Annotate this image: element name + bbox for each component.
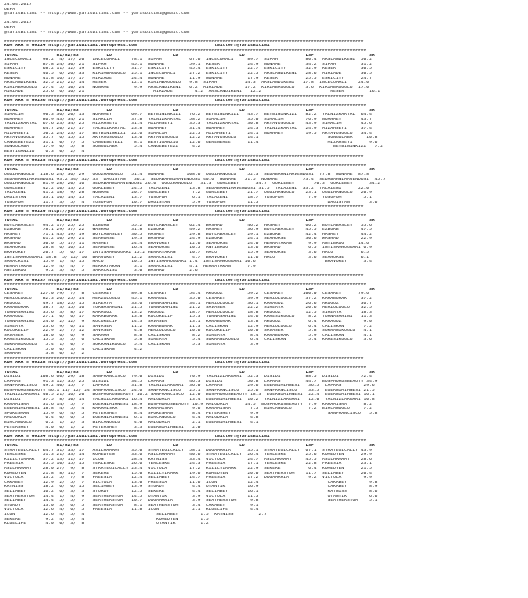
table-row: YALNIZKARTAL 67.6 23/ 34/ 25 MIZAHSEYI 31.4 MIZAHSEYI 35.3 YALNIZKARTAL 30.8 AKYAVUSOGLU 43.9 SIMALIM 45.6 <box>4 122 372 127</box>
table-row: SARACKISI 15.9 1/ 4/ 15 HACO 10.5 INTISAMHOGGARI 1.4 INTISAMHOGGARI 10.6 BRAVOKEY 3.4 <box>4 260 372 265</box>
table-row: YERLESKE 51.3 21/ 33/ 14 KOMEDYEN 33.6 ASILHAMAMT 40.6 STRATEGICALLY 26.4 YERLESKE 25.6 KOMEDYEN 29.9 <box>4 453 372 458</box>
table-row: BIRCANOGLU 6.2 1/ 2/ 3 BIRCANOGLU 4.0 AMIGDALA 2.1 EGERNIMIHNESI 4.1 <box>4 421 367 426</box>
table-row: SAVASER 18.0 6/ 6/ 9 SARMAH 8.8 CALISKAN 8.2 SIREAYA 8.4 KARABURAK 5.9 CALISKAN 4.1 <box>4 333 372 338</box>
race-title: KUM ARA = 99234 http://yarisbilimi.wordpress.com twitter:@YarisBilimi <box>4 434 270 439</box>
document-header <box>4 3 525 40</box>
table-row: SARMAH 3.8 0/ 1/ 2 <box>4 352 370 357</box>
table-row: BOYLABASLEY 94.2 17/ 25/ 25 EZBURB 55.2 BOYLABASLEY 62.4 WASHAD 46.2 HASMET 66.2 BOYLABASLEY 55.6 <box>4 223 372 228</box>
divider: ################################################################################################################################### <box>4 439 367 444</box>
table-row: CAKABEY 12.9 2/ 5/ 7 VICTOLA 13.0 FREESIA 11.6 ICON 12.4 CAKABEY 9.8 <box>4 480 378 485</box>
divider: ################################################################################################################################### <box>4 104 367 109</box>
table-row: PETERSHEY 4.0 0/ 1/ 2 PETERSHEY 3.3 EGERNIMIHNESI 2.0 <box>4 425 361 430</box>
race-section <box>4 430 525 526</box>
table-row: YALNIZLARGARI 40.5 21/ 16/ 20 BOSPHORUSBEAUTY 16.2 SANFRANCISCO 12.0 BOSPHORUSBEAUTY 18.3 EGERNIMIHNESI 22.4 EGERNIMIHNESI 16.1 <box>4 393 375 398</box>
column-header: TOTAL 81/82/83 LD LD LD LSF SA <box>4 287 375 292</box>
race-section <box>4 357 525 431</box>
table-row: WASHAD 61.2 10/ 29/ 21 SEAHORSE 19.3 WASHAD 24.9 EZBURB 24.1 SEAHORSE 30.6 WASHAD 22.9 <box>4 237 372 242</box>
table-row: MIZAHSEYI 50.2 24/ 23/ 17 BEYBININKIZI 22.6 SIMALIM 22.5 MIZAHSEYI 24.1 NOAHMEY 19.5 AKYAVUSOGLU 34.4 <box>4 131 372 136</box>
column-header: TOTAL 81/82/83 LD LD LD LSF SA <box>4 108 375 113</box>
table-row: VICTOLA 13.2 5/ 7/ 8 FREESIA 12.4 SELIMBEY 14.7 FREESIA 17.2 DOGAMARIA 9.2 VICTOLA 9.9 <box>4 476 372 481</box>
race-section <box>4 40 525 95</box>
race-title: KUM ARA = 99228 http://yarisbilimi.wordpress.com twitter:@YarisBilimi <box>4 361 270 366</box>
table-row: INTISAMHOGGARI 18.8 5/ 12/ 10 BRAVOKEY 12.2 SARACKISI 4.7 BRAVOKEY 11.6 HACO 3.6 SEAHORSE 6.1 <box>4 255 370 260</box>
table-row: KUCUKELIF 22.9 2/ 7/ 12 SAVASER 4.8 MERZOLOGLU 10.6 KUCUKELIF 10.0 SAVASER 5.8 SUKRANIKOGLU 4.1 <box>4 329 372 334</box>
text-line: @YarisBilimi -- http://www.yarisbilimi.com -- yarisbilimi@gmail.com <box>4 12 190 17</box>
table-row: KIZILYIRMAK 37.2 13/ 11/ 17 ICON 28.4 KATNISS 33.4 VICTOLA 24.7 ASILHAMAMT 45.5 ASILHAMAMT 28.6 <box>4 457 372 462</box>
race-section <box>4 274 525 357</box>
table-row: ANTIBROG 9.2 3/ 4/ 5 SARACKISI 3.0 WASHAD 2.6 <box>4 269 359 274</box>
table-row: AKYAVUSOGLU 35.7 6/ 15/ 15 AKYAVUSOGLU 13.0 AKYAVUSOGLU 12.2 AKYAVUSOGLU 14.1 SONGULABA 10.8 <box>4 136 378 141</box>
document <box>4 3 525 527</box>
divider: ################################################################################################################################## <box>4 154 364 159</box>
text-line: 24.04.2017 <box>4 3 32 7</box>
table-row: NOAHMEY 64.7 20/ 21/ 17 YALNIZKARTAL 23.8 NOAHMEY 31.4 NOAHMEY 24.3 YALNIZKARTAL 24.9 MIZAHSEYI 37.4 <box>4 127 372 132</box>
race-title: KUM ARA = 99225 http://yarisbilimi.wordpress.com twitter:@YarisBilimi <box>4 159 270 164</box>
table-row: STURDY 13.0 3/ 6/ 5 SEATHERSTOM 8.1 SEATHERSTOM 3.4 CAKABEY 9.1 <box>4 503 367 508</box>
table-row: DISIDI 37.5 8/ 10/ 14 YALNIZLARGARI 16.4 AMIGDALA 13.4 EGERNIMIHNESI 10.2 YALNIZLARGARI 12.0 YALNIZLARGARI 10.8 <box>4 398 375 403</box>
race-section <box>4 205 525 274</box>
table-row: NOAHMEY 86.9 43/ 34/ 21 SIMALIM 37.8 YALNIZKARTAL 58.2 SIMALIM 35.0 SIMALIM 76.9 NOAHMEY 43.7 <box>4 117 372 122</box>
divider: ################################################################################################################################## <box>4 205 364 210</box>
table-row: SUKRANIKOGLU 5.4 1/ 0/ 7 SUKRANIKOGLU 5.4 CALISKAN 5.3 SIREAYA 3.9 <box>4 342 367 347</box>
table-row: KOMEDYEN 21.8 8/ 11/ 7 SEKERE 15.0 KIZILYIRMAK 19.6 KOMEDYEN 20.0 SEATHERSTOM 11.7 SELIMBEY 20.4 <box>4 471 372 476</box>
table-row: SPOKESMAN 15.9 6/ 4/ 5 PETERSHEY 8.4 SPOKESMAN 8.4 PETERSHEY 9.9 SANFRANCISCO 5.8 <box>4 411 378 416</box>
table-row: SANFRANCISCO 49.2 40/ 15/ 7 LAPRAS 31.8 YALNIZLARGARI 36.0 LAPRAS 29.6 EGERNIMIHNESI 36.5 LAPRAS 29.6 <box>4 384 375 389</box>
divider: ################################################################################################################################### <box>4 214 367 219</box>
table-row: MERZOLOGLU 82.3 26/ 25/ 14 MERZOLOGLU 45.1 KARAGOZ 35.0 CESARET 39.9 MERZOLOGLU 37.2 KARABURAK 37.2 <box>4 297 372 301</box>
table-row: ASILHAMAMT 28.0 27/ 9/ 8 STRATEGICALLY 23.4 VICTOLA 17.2 KIZILYIRMAK 22.9 SEKERE 6.4 KOMEDYEN 21.5 <box>4 466 372 471</box>
column-header: TOTAL 81/82/83 LD LD LD LSF SA <box>4 168 375 173</box>
table-row: EZBURB 78.1 29/ 37/ 22 WASHAD 31.8 EZBURB 49.2 HASMET 36.9 BOYLABASLEY 45.5 EZBURB 47.5 <box>4 228 372 233</box>
column-header: TOTAL 81/82/83 LD LD LD LSF SA <box>4 53 375 58</box>
table-row: ESKICITY 68.2 11/ 12/ 19 ESKICITY 31.7 ESKICITY 45.4 ESKICITY 22.7 ESKICITY 32.9 RESER 30.5 <box>4 67 372 72</box>
table-row: CESARET 127.0 79/ 7/ 8 CESARET 89.8 CESARET 54.4 AKOGUZ 59.2 CESARET 100.0 CESARET 79.6 <box>4 292 370 297</box>
race-title: KUM ING = 99229 http://yarisbilimi.wordpress.com twitter:@YarisBilimi <box>4 209 270 214</box>
table-row: SEAHORSE 28.8 6/ 16/ 15 SEAHORSE 16.4 SEAHORSE 10.5 ANTIBROG 13.6 WASHAD 6.5 INTISAMHOGGARI 6.9 <box>4 246 372 251</box>
table-row: SEATHERSTOM 14.4 1/ 4/ 9 SEATHERSTOM 14.5 OTANTIK 3.9 VICTOLA 11.5 OTANTIK 6.6 <box>4 494 378 499</box>
table-row: DAGISTAN 33.1 10/ 14/ 15 TALAZENI 13.7 YUSUFUM 6.1 TALAZENI 18.7 YUSUFUM 7.9 YUSUFUM 5.1 <box>4 195 372 200</box>
divider: ################################################################################################################################## <box>4 274 364 279</box>
text-line: UEFA <box>4 25 16 30</box>
table-row: LAPRAS 91.3 12/ 35/ 25 DISIDI 34.5 LAPRAS 46.3 DISIDI 50.8 LAPRAS 44.7 BOSPHORUSBEAUTY 34.9 <box>4 379 378 384</box>
table-row: VICTOLA 12.6 4/ 6/ 5 FREESIA 11.8 ICON 2.1 KLUELIFE 4.4 <box>4 508 367 513</box>
table-row: BOSPHORUSBEAUTY 46.1 11/ 12/ 24 SANFRANCISCO 24.6 SANFRANCISCO 25.1 SANFRANCISCO 25.6 SANFRANCISCO 33.5 EGERNIMIHNESI 21.5 <box>4 388 375 393</box>
race-title: KUM ARA = 99224 http://yarisbilimi.wordpress.com twitter:@YarisBilimi <box>4 44 270 49</box>
table-row: AKOGUZ 49.7 18/ 25/ 15 SIREAYA 33.6 TURNASAHINI 34.1 MERZOLOGLU 36.1 KARAGOZ 26.6 AKOGUZ 36.7 <box>4 301 372 306</box>
table-row: SEKERE 9.2 4/ 5/ 4 KOMEDYEN 1.5 <box>4 517 370 522</box>
table-row: CANGEBEYEZI 31.1 0/ 7/ 5 CANGEBEYEZI 8.1 BESTIGANZIU 12.6 GERENEREE 11.4 MIZAHSEYI 9.6 <box>4 140 378 145</box>
table-row: DISIDI 108.6 60/ 29/ 18 SANFRANCISCO 79.0 DISIDI 70.9 YALNIZLARGARI 52.3 DISIDI 88.5 DISIDI 72.4 <box>4 375 372 380</box>
table-row: KARAMISRA 31.6 14/ 5/ 7 EGERNIMIHNESI 18.9 BOSPHORUSBEAUTY 10.9 AMIGDALA 14.5 BOSPHORUSBEAUTY 7.9 KARAMISRA 8.2 <box>4 402 372 407</box>
divider: ################################################################################################################################### <box>4 163 367 168</box>
table-row: TURNASAHINI 24.0 2/ 12/ 9 KUCUKELIF 14.3 SAVASER 13.1 KARABURAK 13.8 AKOGUZ 6.4 KARAGOZ 9.0 <box>4 319 372 324</box>
divider: ################################################################################################################################### <box>4 365 367 370</box>
table-row: CALISKAN 5.0 0/ 3/ 4 CALISKAN 4.2 <box>4 347 370 352</box>
table-row: YUSUFUM 11.7 3/ 5/ 4 YUSUFUM 10.7 DAGISTAN 5.9 YUSUFUM 11.5 DAGISTAN 3.6 <box>4 200 378 205</box>
table-row: STRATEGICALLY 64.7 31/ 33/ 17 ASILHAMAMT 35.0 STRATEGICALLY 58.1 DOGAMARIA 35.1 STRATEGICALLY 67.1 STRATEGICALLY 43.9 <box>4 448 372 453</box>
table-row: SELIMBEY 16.2 6/ 3/ 3 STURDY 12.5 SEKERE 4.4 SELIMBEY 16.1 KATNISS 8.6 <box>4 489 378 494</box>
table-row: GURLEBEY 42.2 10/ 13/ 25 GURLEBEY 24.5 TALAZENI 13.8 SEDABAHNIMAVENDUSI 31.5 TALAZENI 33.2 TALAZENI 22.0 <box>4 186 370 191</box>
table-row: BRAVOKEY 20.7 5/ 6/ 17 INTISAMHOGGARI 15.2 HERRATAKAN 10.7 HACO 15.9 SEAHORSE 3.6 HACO 6.5 <box>4 251 370 256</box>
table-row: HASMET 71.1 43/ 19/ 19 BOYLABASLEY 30.5 HASMET 29.8 BOYLABASLEY 29.1 EZBURB 42.4 HASMET 44.2 <box>4 232 372 237</box>
column-header: TOTAL 81/82/83 LD LD LD LSF SA <box>4 218 375 223</box>
table-row: FREESIA 35.5 10/ 15/ 15 YERLESKE 26.6 YERLESKE 24.3 FREESIA 17.1 YERLESKE 22.8 FREESIA 23.1 <box>4 462 372 467</box>
table-row: SIPAH 87.8 24/ 30/ 21 SIPAH 45.1 NONAME 59.1 RESER 24.9 NONAME 34.2 SIPAH 31.2 <box>4 62 372 67</box>
table-row: SEDABAHNIMAVENDUSI 93.2 34/ 32/ 33 DAGISTAN 36.2 SEDABAHNIMAVENDUSI 40.6 NONAME 51.5 NONAME 73.4 SEDABAHNIMAVENDUSI 45.7 <box>4 177 386 182</box>
table-row: SIMALIM 90.3 36/ 20/ 13 NOAHMEY 69.7 BEYBININKIZI 76.2 BEYBININKIZI 43.7 BEYBININKIZI 82.2 YALNIZKARTAL 64.4 <box>4 113 372 118</box>
text-line: @YarisBilimi -- http://www.yarisbilimi.com -- yarisbilimi@gmail.com <box>4 30 190 35</box>
table-row: INCECUMALI 98.2 4/ 17/ 20 INCECUMALI 78.1 SIPAH 67.6 INCECUMALI 89.7 SIPAH 80.4 ARSLANDIKENI 50.2 <box>4 58 372 63</box>
race-title: KUM ARA = 99237 http://yarisbilimi.wordpress.com twitter:@YarisBilimi <box>4 278 270 283</box>
table-row: HERRATAKAN 12.9 4/ 4/ 7 HERRATAKAN 3.1 SARACKISI 4.1 HERRATAKAN 7.9 <box>4 264 364 269</box>
text-line: UEFA <box>4 7 16 12</box>
table-row: OGUZHANOGLU 81.9 28/ 20/ 16 SEDABAHNIMAVENDUSI 26.0 OGUZHANOGLU 31.3 GURLEBEY 34.7 GURLEBEY 70.3 GURLEBEY 34.2 <box>4 182 381 187</box>
divider: ################################################################################################################################## <box>4 430 364 435</box>
table-row: TALAZENI 41.2 18/ 9/ 28 NONAME 20.7 GURLEBEY 7.2 GURLEBEY 21.7 OGUZHANOGLU 23.1 OGUZHANOGLU 20.9 <box>4 191 372 196</box>
table-row: NONAME 41.8 16/ 17/ 17 MIRZADE 24.4 NONAME 11.9 NONAME 17.9 RESER 25.5 ESKICITY 24.7 <box>4 76 372 81</box>
column-header: TOTAL 81/82/83 LD LD LD LSF SA <box>4 370 375 375</box>
table-row: ICON 12.6 4/ 5/ 4 SELIMBEY 1.5 KATNISS 2.7 <box>4 512 375 517</box>
table-row: SELIMBEY 14.4 5/ 5/ 7 SEATHERSTOM 10.7 DOGAMARIA 3.9 SEATHERSTOM 9.8 SEATHERSTOM 5.1 <box>4 499 378 504</box>
column-header: TOTAL 81/82/83 LD LD LD LSF SA <box>4 444 375 448</box>
race-section <box>4 155 525 206</box>
table-row: WASHAD 30.0 5/ 17/ 11 HASMET 24.4 BRAVOKEY 12.6 SEAHORSE 24.0 HERRATAKAN 9.9 ANTIBROG 14.6 <box>4 241 370 246</box>
table-row: EGERNIMIHNESI 18.8 4/ 5/ 4 KARAMISRA 8.9 KARAMISRA 9.6 KARAMISRA 7.5 BIRCANOGLU 7.2 BIRCANOGLU 7.2 <box>4 407 372 412</box>
table-row: OGUZHANOGLU 118.6 24/ 36/ 29 OGUZHANOGLU 51.4 NONAME 108.6 OGUZHANOGLU 52.3 SEDABAHNIMAVENDUSI 77.8 NONAME 87.8 <box>4 172 370 177</box>
table-row: KATNISS 18.2 6/ 6/ 15 SELIMBEY 13.9 STURDY 4.4 OTANTIK 16.9 CAKABEY 8.9 <box>4 485 378 490</box>
race-section <box>4 95 525 155</box>
table-row: KARABURAK 38.7 3/ 15/ 16 TURNASAHINI 21.5 TURNASAHINI 21.2 SAVASER 22.2 SIREAYA 20.6 MERZOLOGLU 32.5 <box>4 306 372 311</box>
race-sections <box>4 40 525 527</box>
divider: ################################################################################################################################## <box>4 94 364 99</box>
table-row: TURNASAHINI 35.6 3/ 8/ 17 KARAGOZ 13.2 AKOGUZ 18.7 MERZOLOGLU 18.8 AKOGUZ 12.5 SIREAYA 18.3 <box>4 310 372 315</box>
table-row: MIRZADE 25.6 6/ 16/ 21 MIRZADE 4.2 ARSLANDIKENI 12.2 RESER 16.1 <box>4 90 381 95</box>
table-row: RESER 46.5 6/ 26/ 33 KIRIMBAGOGLU 25.1 INCECUMALI 27.2 ESKICITY 22.5 ARSLANDIKENI 28.6 MIRZADE 30.5 <box>4 71 372 76</box>
divider: ################################################################################################################################## <box>4 356 364 361</box>
table-row: ARSLANDIKENI 32.5 21/ 21/ 14 RESER 12.1 KIRIMBAGOGLU 9.8 SIPAH 14.3 ARSLANDIKENI 17.8 INCECUMALI 24.0 <box>4 81 370 86</box>
table-row: BESTIGANZIU 6.3 0/ 2/ 4 <box>4 150 370 154</box>
table-row: KIRIMBAGOGLU 27.4 5/ 10/ 24 NONAME 9.9 ARSLANDIKENI 6.2 MIRZADE 17.2 KIRIMBAGOGLU 3.6 KIRIMBAGOGLU 17.0 <box>4 85 370 90</box>
table-row: SONGULABA 17.9 0/ 5/ 8 SONGULABA 5.4 CANGEBEYEZI 4.2 BEYBININKIZI 7.2 <box>4 145 383 150</box>
table-row: KARESIKUGLU 15.5 3/ 5/ 6 CALISKAN 5.8 SIREAYA 5.4 SUKRANIKOGLU 6.4 CALISKAN 5.4 KARESIKUGLU 3.6 <box>4 338 372 343</box>
text-line: 24.04.2017 <box>4 21 32 26</box>
table-row: KARAGOZ 27.1 0/ 6/ 17 KARABURAK 13.8 KUCUKELIF 15.3 TURNASAHINI 14.6 KARESIKUGLU 8.2 TURNASAHINI 11.3 <box>4 315 372 320</box>
divider: ################################################################################################################################### <box>4 48 367 53</box>
table-row: AMIGDALA 6.4 0/ 6/ 5 EGERNIMIHNESI 6.1 BIRCANOGLU 4.4 AMIGDALA 4.8 <box>4 416 367 421</box>
divider: ################################################################################################################################## <box>4 39 364 44</box>
race-title: KUM ARA = 99236 http://yarisbilimi.wordpress.com twitter:@YarisBilimi <box>4 99 270 104</box>
table-row: KLUELIFE 4.0 0/ 3/ 8 OTANTIK 1.2 <box>4 522 370 527</box>
table-row: SIREAYA 23.6 9/ 6/ 11 SAVASER 11.2 KARABURAK 11.3 CALISKAN 12.9 MERZOLOGLU 6.4 CALISKAN 7.2 <box>4 324 372 329</box>
divider: ################################################################################################################################### <box>4 283 367 288</box>
